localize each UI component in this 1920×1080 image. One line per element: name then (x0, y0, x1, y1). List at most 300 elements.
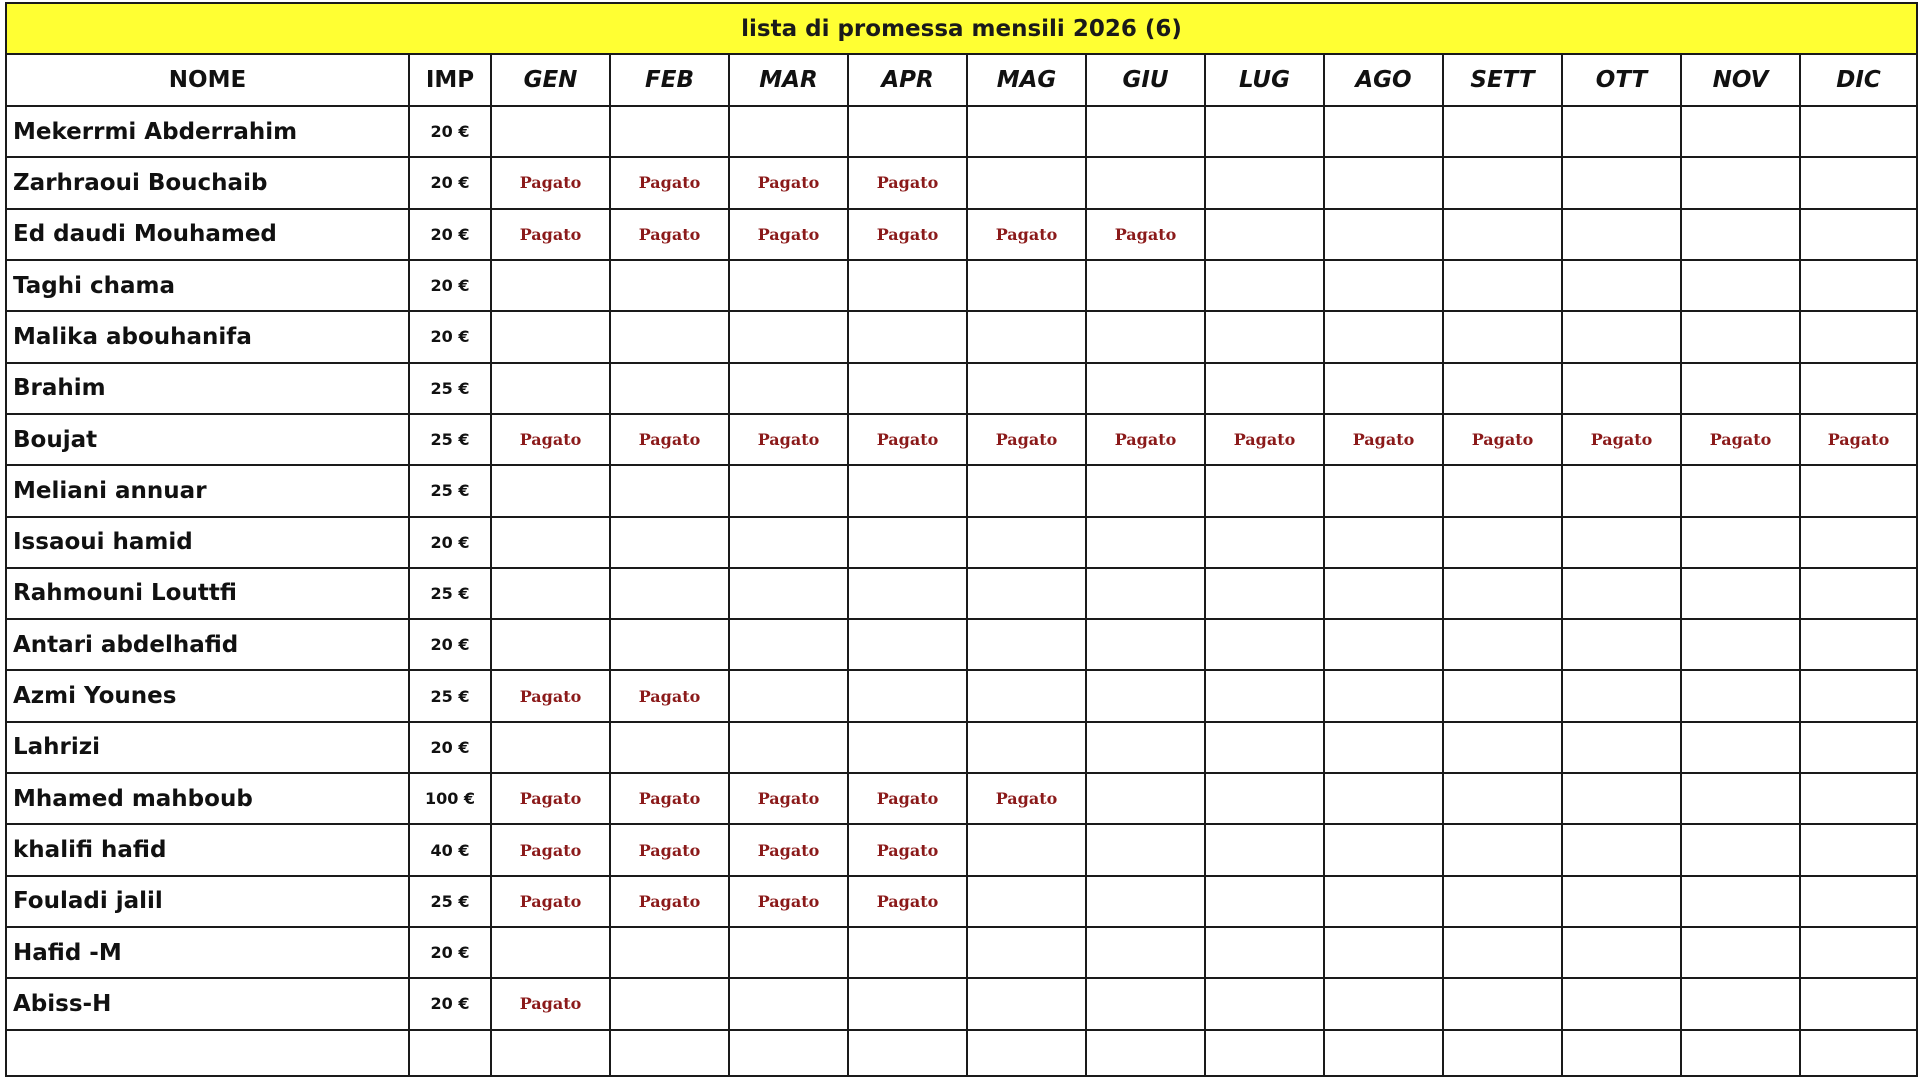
month-cell (967, 927, 1086, 978)
month-cell (1800, 106, 1917, 157)
month-cell (1324, 773, 1443, 824)
month-cell (1324, 619, 1443, 670)
month-cell (1205, 722, 1324, 773)
month-cell (1681, 465, 1800, 516)
month-cell (729, 414, 848, 465)
month-cell (729, 209, 848, 260)
month-cell (1205, 978, 1324, 1029)
column-header-month: LUG (1205, 54, 1324, 106)
month-cell (1324, 311, 1443, 362)
month-cell (1681, 157, 1800, 208)
amount-cell: 20 € (409, 209, 491, 260)
month-cell (1800, 978, 1917, 1029)
month-cell (610, 773, 729, 824)
month-cell (967, 773, 1086, 824)
paid-mark: Pagato (1352, 430, 1415, 450)
table-row (6, 106, 1917, 157)
month-cell (729, 978, 848, 1029)
member-name: Abiss-H (6, 978, 409, 1029)
month-cell (491, 106, 610, 157)
month-cell (491, 414, 610, 465)
member-name: Issaoui hamid (6, 517, 409, 568)
empty-cell (491, 1030, 610, 1076)
table-row (6, 927, 1917, 978)
paid-mark: Pagato (757, 789, 820, 809)
month-cell (1086, 568, 1205, 619)
month-cell (848, 978, 967, 1029)
month-cell (1800, 517, 1917, 568)
month-cell (491, 568, 610, 619)
paid-mark: Pagato (876, 789, 939, 809)
month-cell (1205, 311, 1324, 362)
empty-cell (6, 1030, 409, 1076)
paid-mark: Pagato (519, 173, 582, 193)
month-cell (1324, 670, 1443, 721)
amount-cell: 20 € (409, 106, 491, 157)
month-cell (491, 465, 610, 516)
table-row (6, 722, 1917, 773)
month-cell (967, 414, 1086, 465)
column-header-month: SETT (1443, 54, 1562, 106)
month-cell (1086, 311, 1205, 362)
month-cell (610, 517, 729, 568)
month-cell (848, 824, 967, 875)
month-cell (491, 157, 610, 208)
table-row (6, 619, 1917, 670)
month-cell (1443, 568, 1562, 619)
empty-cell (1086, 1030, 1205, 1076)
month-cell (1443, 824, 1562, 875)
member-name: Ed daudi Mouhamed (6, 209, 409, 260)
empty-cell (848, 1030, 967, 1076)
promise-sheet (5, 2, 1915, 1077)
month-cell (1443, 876, 1562, 927)
month-cell (610, 157, 729, 208)
month-cell (1086, 106, 1205, 157)
month-cell (848, 619, 967, 670)
month-cell (1086, 157, 1205, 208)
amount-cell: 25 € (409, 465, 491, 516)
month-cell (1681, 876, 1800, 927)
month-cell (1800, 260, 1917, 311)
month-cell (1086, 876, 1205, 927)
column-header-month: APR (848, 54, 967, 106)
month-cell (1324, 927, 1443, 978)
month-cell (1086, 414, 1205, 465)
column-header-month: GEN (491, 54, 610, 106)
month-cell (848, 568, 967, 619)
month-cell (491, 876, 610, 927)
month-cell (729, 927, 848, 978)
month-cell (967, 311, 1086, 362)
month-cell (967, 157, 1086, 208)
month-cell (1800, 824, 1917, 875)
amount-cell: 20 € (409, 978, 491, 1029)
month-cell (610, 209, 729, 260)
month-cell (610, 568, 729, 619)
month-cell (1800, 722, 1917, 773)
empty-cell (967, 1030, 1086, 1076)
month-cell (1086, 363, 1205, 414)
empty-cell (1681, 1030, 1800, 1076)
month-cell (1681, 670, 1800, 721)
paid-mark: Pagato (638, 891, 701, 911)
table-row (6, 260, 1917, 311)
empty-cell (1205, 1030, 1324, 1076)
month-cell (1324, 106, 1443, 157)
month-cell (1443, 260, 1562, 311)
empty-cell (729, 1030, 848, 1076)
month-cell (729, 106, 848, 157)
month-cell (967, 568, 1086, 619)
paid-mark: Pagato (995, 430, 1058, 450)
member-name: Zarhraoui Bouchaib (6, 157, 409, 208)
month-cell (491, 209, 610, 260)
month-cell (1800, 157, 1917, 208)
month-cell (1562, 927, 1681, 978)
month-cell (1562, 363, 1681, 414)
month-cell (491, 311, 610, 362)
month-cell (1681, 311, 1800, 362)
month-cell (729, 157, 848, 208)
paid-mark: Pagato (519, 891, 582, 911)
paid-mark: Pagato (757, 224, 820, 244)
amount-cell: 25 € (409, 670, 491, 721)
member-name: Azmi Younes (6, 670, 409, 721)
month-cell (1086, 824, 1205, 875)
month-cell (848, 876, 967, 927)
table-row (6, 670, 1917, 721)
month-cell (1443, 209, 1562, 260)
month-cell (1443, 722, 1562, 773)
month-cell (610, 619, 729, 670)
amount-cell: 20 € (409, 927, 491, 978)
month-cell (1681, 209, 1800, 260)
column-header-month: FEB (610, 54, 729, 106)
month-cell (1681, 773, 1800, 824)
paid-mark: Pagato (638, 686, 701, 706)
month-cell (967, 106, 1086, 157)
month-cell (1562, 311, 1681, 362)
month-cell (1800, 670, 1917, 721)
column-header-month: NOV (1681, 54, 1800, 106)
empty-cell (1443, 1030, 1562, 1076)
month-cell (1443, 773, 1562, 824)
table-row (6, 568, 1917, 619)
month-cell (729, 363, 848, 414)
paid-mark: Pagato (757, 840, 820, 860)
month-cell (1800, 414, 1917, 465)
column-header-row (6, 54, 1917, 106)
month-cell (967, 978, 1086, 1029)
month-cell (848, 106, 967, 157)
amount-cell: 20 € (409, 517, 491, 568)
paid-mark: Pagato (876, 891, 939, 911)
month-cell (729, 619, 848, 670)
paid-mark: Pagato (757, 430, 820, 450)
month-cell (1443, 465, 1562, 516)
month-cell (729, 876, 848, 927)
month-cell (1205, 619, 1324, 670)
member-name: Fouladi jalil (6, 876, 409, 927)
paid-mark: Pagato (519, 994, 582, 1014)
month-cell (1324, 260, 1443, 311)
column-header-amount: IMP (409, 54, 491, 106)
paid-mark: Pagato (757, 891, 820, 911)
amount-cell: 20 € (409, 619, 491, 670)
month-cell (610, 260, 729, 311)
month-cell (967, 260, 1086, 311)
month-cell (729, 773, 848, 824)
month-cell (1324, 517, 1443, 568)
month-cell (1443, 106, 1562, 157)
paid-mark: Pagato (1709, 430, 1772, 450)
table-row (6, 824, 1917, 875)
empty-cell (1800, 1030, 1917, 1076)
month-cell (1443, 978, 1562, 1029)
month-cell (729, 311, 848, 362)
month-cell (1562, 157, 1681, 208)
amount-cell: 40 € (409, 824, 491, 875)
month-cell (729, 722, 848, 773)
column-header-month: DIC (1800, 54, 1917, 106)
month-cell (491, 260, 610, 311)
column-header-month: OTT (1562, 54, 1681, 106)
month-cell (610, 465, 729, 516)
month-cell (729, 670, 848, 721)
month-cell (1324, 414, 1443, 465)
amount-cell: 25 € (409, 568, 491, 619)
month-cell (1681, 363, 1800, 414)
month-cell (491, 824, 610, 875)
month-cell (967, 619, 1086, 670)
month-cell (1681, 824, 1800, 875)
month-cell (1324, 363, 1443, 414)
month-cell (1086, 773, 1205, 824)
month-cell (848, 260, 967, 311)
month-cell (610, 414, 729, 465)
month-cell (1800, 927, 1917, 978)
month-cell (1324, 722, 1443, 773)
month-cell (1443, 517, 1562, 568)
empty-cell (1562, 1030, 1681, 1076)
month-cell (1205, 517, 1324, 568)
month-cell (848, 722, 967, 773)
month-cell (1324, 876, 1443, 927)
month-cell (1681, 978, 1800, 1029)
table-body (6, 106, 1917, 1076)
column-header-month: AGO (1324, 54, 1443, 106)
paid-mark: Pagato (638, 224, 701, 244)
paid-mark: Pagato (1233, 430, 1296, 450)
month-cell (1324, 978, 1443, 1029)
member-name: Antari abdelhafid (6, 619, 409, 670)
month-cell (610, 106, 729, 157)
month-cell (491, 722, 610, 773)
empty-cell (610, 1030, 729, 1076)
empty-row (6, 1030, 1917, 1076)
month-cell (1205, 876, 1324, 927)
member-name: Meliani annuar (6, 465, 409, 516)
month-cell (491, 517, 610, 568)
table-row (6, 876, 1917, 927)
month-cell (1443, 311, 1562, 362)
paid-mark: Pagato (995, 789, 1058, 809)
month-cell (967, 722, 1086, 773)
month-cell (1443, 927, 1562, 978)
month-cell (1681, 568, 1800, 619)
month-cell (491, 670, 610, 721)
amount-cell: 20 € (409, 722, 491, 773)
month-cell (1562, 978, 1681, 1029)
month-cell (1562, 670, 1681, 721)
month-cell (848, 414, 967, 465)
amount-cell: 100 € (409, 773, 491, 824)
member-name: Boujat (6, 414, 409, 465)
month-cell (1800, 363, 1917, 414)
month-cell (967, 517, 1086, 568)
month-cell (1205, 363, 1324, 414)
month-cell (1681, 722, 1800, 773)
paid-mark: Pagato (519, 789, 582, 809)
column-header-name: NOME (6, 54, 409, 106)
table-row (6, 414, 1917, 465)
member-name: Lahrizi (6, 722, 409, 773)
table-row (6, 157, 1917, 208)
month-cell (1562, 209, 1681, 260)
amount-cell: 25 € (409, 876, 491, 927)
month-cell (491, 363, 610, 414)
promise-table (5, 2, 1918, 1077)
paid-mark: Pagato (638, 430, 701, 450)
amount-cell: 20 € (409, 260, 491, 311)
month-cell (1205, 568, 1324, 619)
month-cell (1324, 568, 1443, 619)
month-cell (1443, 363, 1562, 414)
month-cell (1086, 209, 1205, 260)
empty-cell (1324, 1030, 1443, 1076)
month-cell (1324, 157, 1443, 208)
month-cell (1205, 414, 1324, 465)
paid-mark: Pagato (876, 224, 939, 244)
month-cell (729, 260, 848, 311)
month-cell (491, 927, 610, 978)
paid-mark: Pagato (638, 840, 701, 860)
month-cell (848, 517, 967, 568)
month-cell (1800, 311, 1917, 362)
amount-cell: 20 € (409, 311, 491, 362)
month-cell (1681, 414, 1800, 465)
table-row (6, 773, 1917, 824)
month-cell (610, 363, 729, 414)
month-cell (1562, 414, 1681, 465)
paid-mark: Pagato (1590, 430, 1653, 450)
paid-mark: Pagato (876, 430, 939, 450)
month-cell (848, 773, 967, 824)
month-cell (967, 824, 1086, 875)
month-cell (1205, 670, 1324, 721)
empty-cell (409, 1030, 491, 1076)
month-cell (1086, 927, 1205, 978)
month-cell (610, 978, 729, 1029)
month-cell (967, 209, 1086, 260)
column-header-month: MAG (967, 54, 1086, 106)
month-cell (1205, 260, 1324, 311)
month-cell (610, 824, 729, 875)
paid-mark: Pagato (995, 224, 1058, 244)
paid-mark: Pagato (876, 173, 939, 193)
month-cell (1562, 773, 1681, 824)
month-cell (1800, 465, 1917, 516)
month-cell (610, 670, 729, 721)
month-cell (1681, 106, 1800, 157)
month-cell (1205, 824, 1324, 875)
month-cell (1205, 106, 1324, 157)
month-cell (1681, 927, 1800, 978)
month-cell (1086, 619, 1205, 670)
amount-cell: 25 € (409, 363, 491, 414)
paid-mark: Pagato (1114, 430, 1177, 450)
month-cell (729, 568, 848, 619)
member-name: Mekerrmi Abderrahim (6, 106, 409, 157)
month-cell (1681, 517, 1800, 568)
month-cell (610, 927, 729, 978)
month-cell (1086, 722, 1205, 773)
paid-mark: Pagato (519, 430, 582, 450)
month-cell (729, 517, 848, 568)
sheet-title: lista di promessa mensili 2026 (6) (6, 3, 1917, 54)
table-row (6, 363, 1917, 414)
month-cell (848, 209, 967, 260)
month-cell (610, 876, 729, 927)
paid-mark: Pagato (1114, 224, 1177, 244)
paid-mark: Pagato (757, 173, 820, 193)
month-cell (1086, 978, 1205, 1029)
month-cell (1562, 517, 1681, 568)
member-name: Brahim (6, 363, 409, 414)
month-cell (1443, 157, 1562, 208)
paid-mark: Pagato (876, 840, 939, 860)
month-cell (1324, 824, 1443, 875)
column-header-month: GIU (1086, 54, 1205, 106)
paid-mark: Pagato (519, 840, 582, 860)
month-cell (967, 670, 1086, 721)
month-cell (1562, 465, 1681, 516)
month-cell (1562, 876, 1681, 927)
table-row (6, 978, 1917, 1029)
table-row (6, 465, 1917, 516)
month-cell (1562, 568, 1681, 619)
month-cell (610, 722, 729, 773)
month-cell (848, 670, 967, 721)
amount-cell: 20 € (409, 157, 491, 208)
paid-mark: Pagato (638, 789, 701, 809)
amount-cell: 25 € (409, 414, 491, 465)
member-name: Rahmouni Louttfi (6, 568, 409, 619)
month-cell (1562, 722, 1681, 773)
month-cell (1562, 824, 1681, 875)
member-name: Hafid -M (6, 927, 409, 978)
paid-mark: Pagato (1827, 430, 1890, 450)
month-cell (1800, 876, 1917, 927)
column-header-month: MAR (729, 54, 848, 106)
paid-mark: Pagato (519, 224, 582, 244)
month-cell (1205, 927, 1324, 978)
month-cell (1205, 157, 1324, 208)
month-cell (1324, 209, 1443, 260)
member-name: Mhamed mahboub (6, 773, 409, 824)
month-cell (1681, 260, 1800, 311)
